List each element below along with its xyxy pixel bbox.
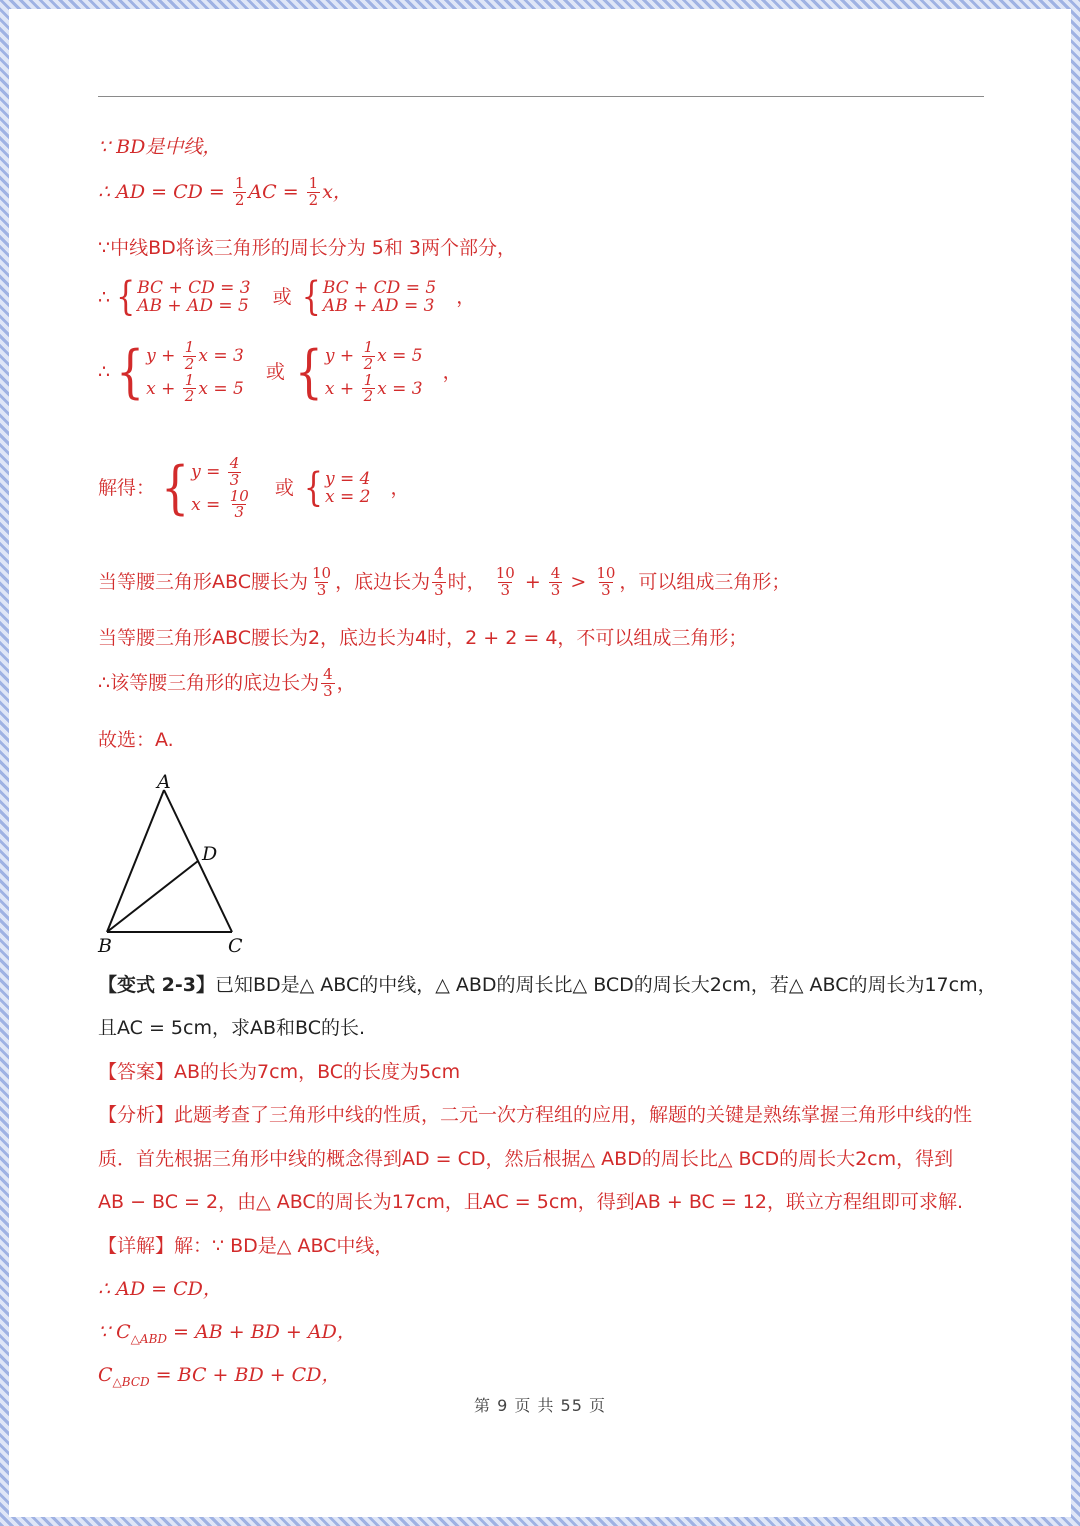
line-conclusion: ∴该等腰三角形的底边长为 $\frac{4}{3}$ ，: [98, 665, 356, 700]
variant-question-line-2: 且AC = 5cm，求AB和BC的长.: [98, 1017, 366, 1039]
line-system-1: ∴ { BC + CD = 3 AB + AD = 5 或 { BC + CD = 5 AB + AD = 3 ，: [98, 274, 476, 320]
line-choice: 故选：A.: [98, 729, 174, 751]
page-number-footer: 第 9 页 共 55 页: [474, 1396, 606, 1415]
line-solutions: 解得： { y = $\frac{4}{3}$ x = $\frac{10}{3}$ 或 { y = 4 x = 2 ，: [98, 454, 410, 522]
answer-line: 【答案】AB的长为7cm，BC的长度为5cm: [98, 1061, 461, 1083]
analysis-line-1: 【分析】此题考查了三角形中线的性质，二元一次方程组的应用，解题的关键是熟练掌握三角形中线的性: [98, 1104, 973, 1126]
line-median: ∵ BD是中线，: [98, 136, 222, 158]
vertex-label-a: A: [157, 771, 171, 793]
vertex-label-b: B: [98, 935, 112, 957]
line-perimeter-split: ∵中线BD将该三角形的周长分为 5和 3两个部分，: [98, 237, 517, 259]
line-case-2: 当等腰三角形ABC腰长为2，底边长为4时，2 + 2 = 4，不可以组成三角形；: [98, 627, 748, 649]
analysis-line-3: AB − BC = 2，由△ ABC的周长为17cm，且AC = 5cm，得到AB + BC = 12，联立方程组即可求解.: [98, 1191, 964, 1213]
vertex-label-c: C: [228, 935, 243, 957]
analysis-line-2: 质．首先根据三角形中线的概念得到AD = CD，然后根据△ ABD的周长比△ BCD的周长大2cm，得到: [98, 1148, 954, 1170]
detail-line-2: ∴ AD = CD，: [98, 1278, 222, 1300]
line-system-2: ∴ { y + $\frac{1}{2}$ x = 3 x + $\frac{1}{2}$ x = 5 或 { y + $\frac{1}{2}$ x = 5 x + $\frac{1}{2}$ x = 3 ，: [98, 338, 462, 406]
line-ad-cd: ∴ AD = CD = $\frac{1}{2}$ AC = $\frac{1}{2}$ x，: [98, 174, 352, 209]
variant-question-line-1: 【变式 2-3】已知BD是△ ABC的中线，△ ABD的周长比△ BCD的周长大2cm，若△ ABC的周长为17cm，: [98, 974, 997, 996]
triangle-figure: [94, 770, 254, 960]
header-rule: [98, 96, 984, 97]
vertex-label-d: D: [202, 843, 218, 865]
line-case-1: 当等腰三角形ABC腰长为 $\frac{10}{3}$ ，底边长为 $\frac{4}{3}$ 时， $\frac{10}{3}$ + $\frac{4}{3}$ > $\frac{10}{3}$ ，可以组成三角形；: [98, 564, 791, 599]
detail-line-4: $C_{\triangle BCD}$ = BC + BD + CD，: [98, 1364, 341, 1389]
detail-line-3: ∵ $C_{\triangle ABD}$ = AB + BD + AD，: [98, 1321, 356, 1346]
detail-line-1: 【详解】解：∵ BD是△ ABC中线，: [98, 1235, 394, 1257]
